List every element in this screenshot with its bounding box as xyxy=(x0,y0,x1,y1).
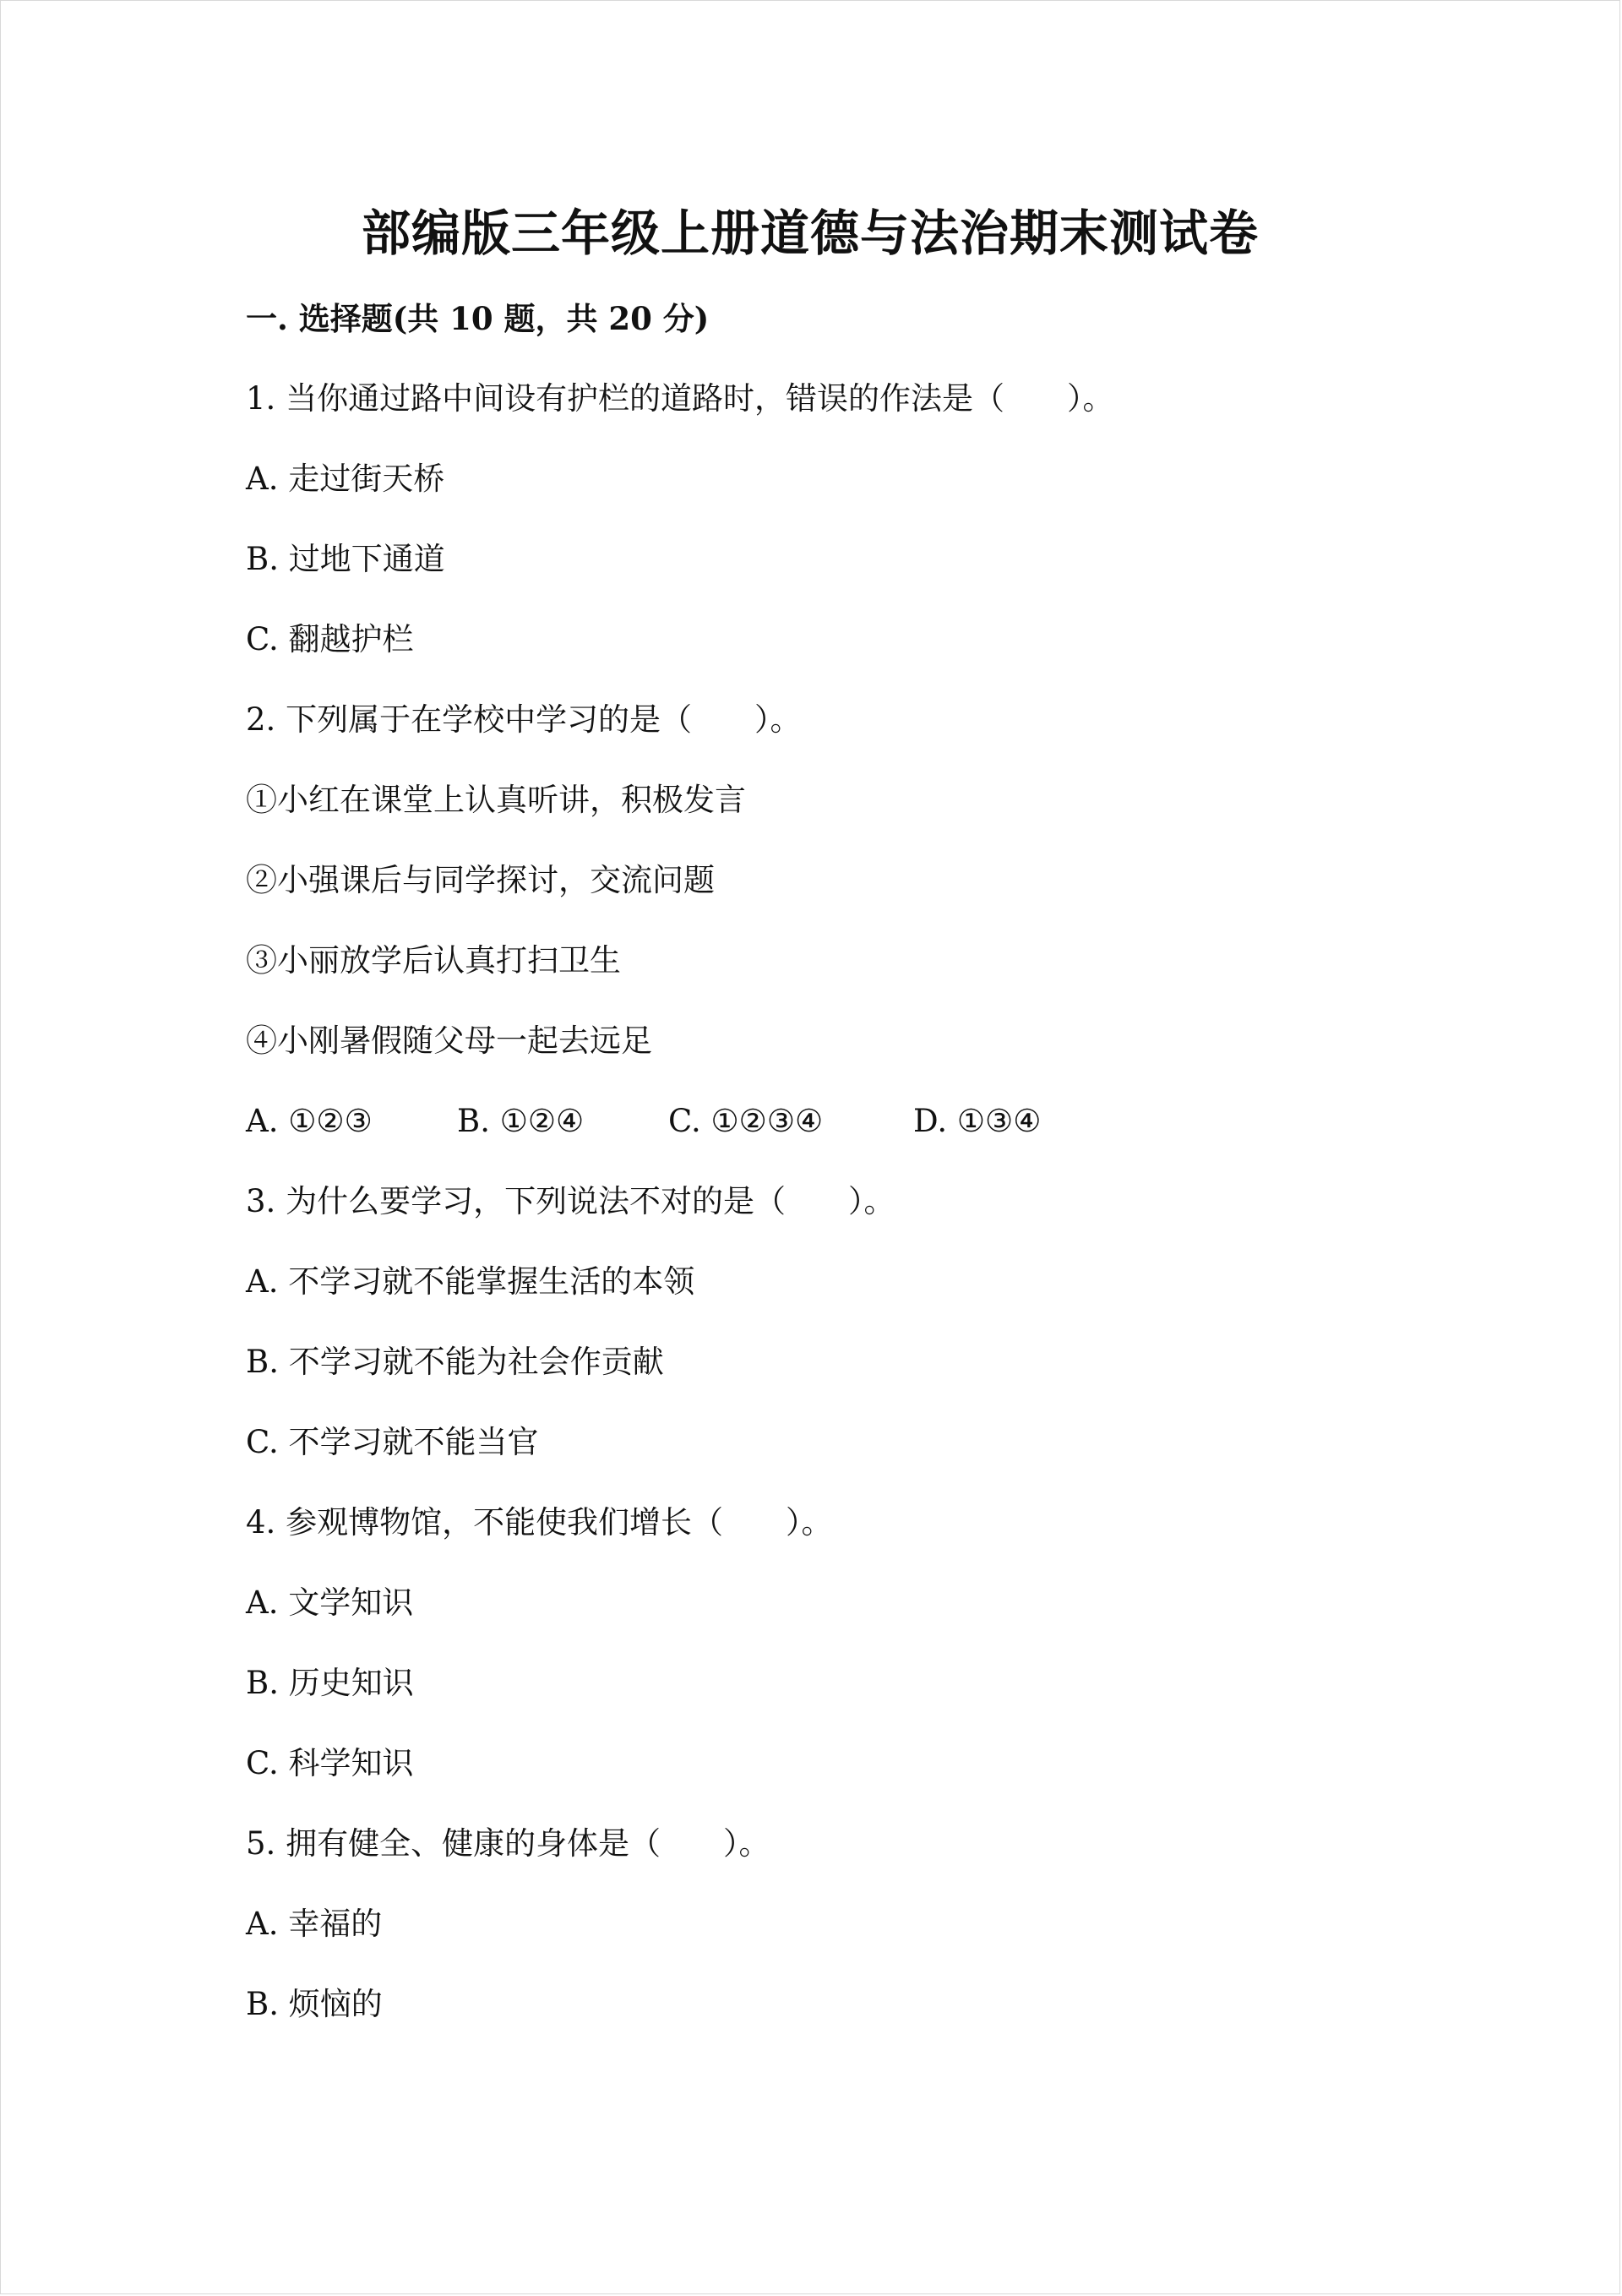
question-2-option-d: D. ①③④ xyxy=(913,1103,1042,1139)
question-2-option-c: C. ①②③④ xyxy=(668,1103,824,1139)
section-heading: 一. 选择题(共 10 题，共 20 分) xyxy=(246,300,710,337)
question-3-option-a: A. 不学习就不能掌握生活的本领 xyxy=(246,1263,695,1300)
question-5-stem: 5. 拥有健全、健康的身体是（ ）。 xyxy=(246,1825,770,1862)
question-1-option-a: A. 走过街天桥 xyxy=(246,461,445,497)
question-4-option-a: A. 文学知识 xyxy=(246,1584,414,1621)
question-3-option-c: C. 不学习就不能当官 xyxy=(246,1424,539,1460)
question-2-statement-3: ③小丽放学后认真打扫卫生 xyxy=(246,942,621,979)
document-title: 部编版三年级上册道德与法治期末测试卷 xyxy=(361,205,1259,262)
question-2-option-b: B. ①②④ xyxy=(457,1103,585,1139)
question-4-option-b: B. 历史知识 xyxy=(246,1665,414,1701)
question-1-option-b: B. 过地下通道 xyxy=(246,541,445,577)
question-2-statement-4: ④小刚暑假随父母一起去远足 xyxy=(246,1023,652,1059)
question-5-option-b: B. 烦恼的 xyxy=(246,1986,383,2022)
question-2-statement-1: ①小红在课堂上认真听讲，积极发言 xyxy=(246,782,746,818)
question-4-stem: 4. 参观博物馆，不能使我们增长（ ）。 xyxy=(246,1504,833,1541)
question-2-option-a: A. ①②③ xyxy=(246,1103,373,1139)
question-3-stem: 3. 为什么要学习，下列说法不对的是（ ）。 xyxy=(246,1183,895,1219)
question-4-option-c: C. 科学知识 xyxy=(246,1745,414,1781)
question-3-option-b: B. 不学习就不能为社会作贡献 xyxy=(246,1344,664,1380)
question-5-option-a: A. 幸福的 xyxy=(246,1906,383,1942)
question-2-stem: 2. 下列属于在学校中学习的是（ ）。 xyxy=(246,701,802,738)
question-1-option-c: C. 翻越护栏 xyxy=(246,621,414,657)
question-2-statement-2: ②小强课后与同学探讨，交流问题 xyxy=(246,862,715,898)
question-1-stem: 1. 当你通过路中间设有护栏的道路时，错误的作法是（ ）。 xyxy=(246,380,1114,417)
